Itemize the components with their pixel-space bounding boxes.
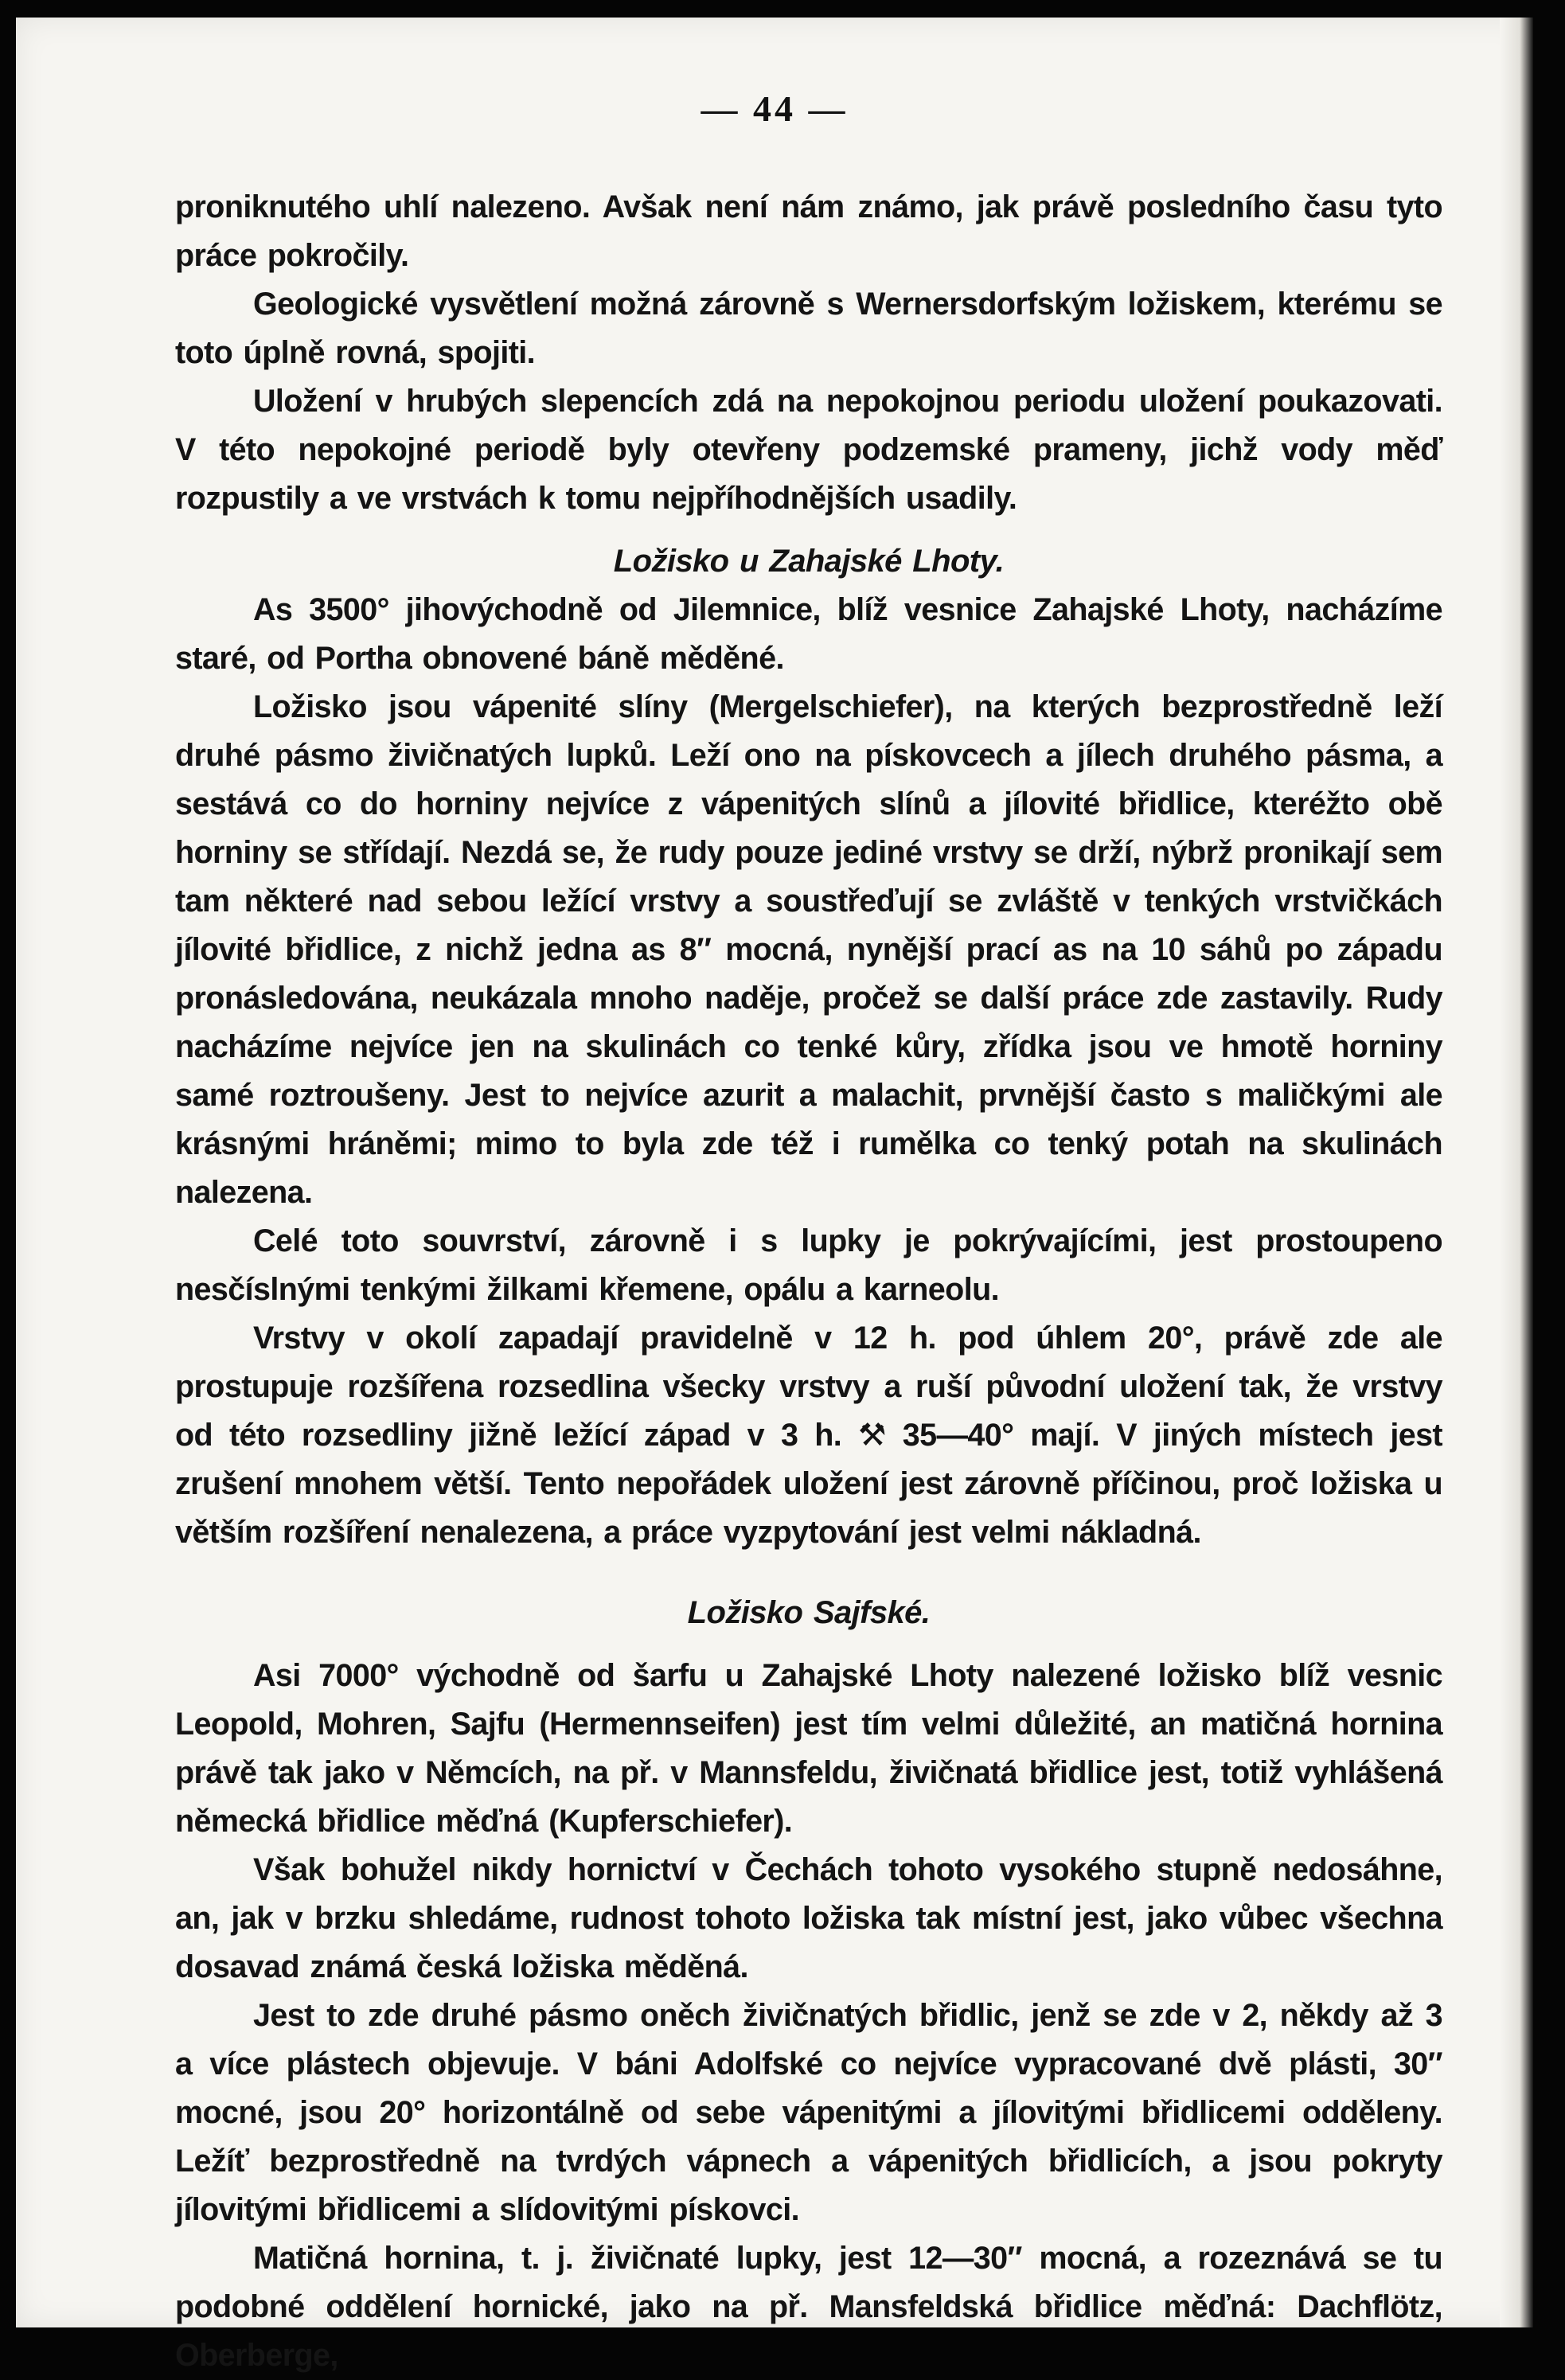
page-number: — 44 — — [701, 88, 849, 129]
paragraph: Však bohužel nikdy hornictví v Čechách tohoto vysokého stupně nedosáhne, an, jak v brzku shledáme, rudnost tohoto ložiska tak místní jest, jako vůbec všechna dosavad známá česká ložiska měděná. — [175, 1852, 1442, 1984]
paragraph: Asi 7000° východně od šarfu u Zahajské Lhoty nalezené ložisko blíž vesnic Leopold, Mohren, Sajfu (Hermennseifen) jest tím velmi důležité, an matičná hornina právě tak jako v Němcích, na př. v Mannsfeldu, živičnatá břidlice jest, totiž vyhlášená německá břidlice měďná (Kupferschiefer). — [175, 1658, 1442, 1839]
paragraph: proniknutého uhlí nalezeno. Avšak není nám známo, jak právě posledního času tyto práce pokročily. — [175, 189, 1442, 273]
section-heading: Ložisko u Zahajské Lhoty. — [613, 544, 1005, 579]
book-page — [16, 18, 1533, 2373]
section-heading: Ložisko Sajfské. — [687, 1595, 931, 1630]
paragraph: As 3500° jihovýchodně od Jilemnice, blíž vesnice Zahajské Lhoty, nacházíme staré, od Portha obnovené báně měděné. — [175, 592, 1442, 676]
body-text — [175, 183, 1442, 2380]
page-edge-shadow — [1500, 18, 1533, 2327]
paragraph: Jest to zde druhé pásmo oněch živičnatých břidlic, jenž se zde v 2, někdy až 3 a více plástech objevuje. V báni Adolfské co nejvíce vypracované dvě plásti, 30″ mocné, jsou 20° horizontálně od sebe vápenitými a jílovitými břidlicemi odděleny. Ležíť bezprostředně na tvrdých vápnech a vápenitých břidlicích, a jsou pokryty jílovitými břidlicemi a slídovitými pískovci. — [175, 1998, 1442, 2227]
paragraph: Matičná hornina, t. j. živičnaté lupky, jest 12—30″ mocná, a rozeznává se tu podobné oddělení hornické, jako na př. Mansfeldská břidlice měďná: Dachflötz, Oberberge, — [175, 2241, 1442, 2373]
paragraph: Vrstvy v okolí zapadají pravidelně v 12 h. pod úhlem 20°, právě zde ale prostupuje rozšířena rozsedlina všecky vrstvy a ruší původní uložení tak, že vrstvy od této rozsedliny jižně ležící západ v 3 h. ⚒ 35—40° mají. V jiných místech jest zrušení mnohem větší. Tento nepořádek uložení jest zárovně příčinou, proč ložiska u větším rozšíření nenalezena, a práce vyzpytování jest velmi nákladná. — [175, 1321, 1442, 1550]
paragraph: Geologické vysvětlení možná zárovně s Wernersdorfským ložiskem, kterému se toto úplně rovná, spojiti. — [175, 287, 1442, 370]
paragraph: Uložení v hrubých slepencích zdá na nepokojnou periodu uložení poukazovati. V této nepokojné periodě byly otevřeny podzemské prameny, jichž vody měď rozpustily a ve vrstvách k tomu nejpříhodnějších usadily. — [175, 384, 1442, 516]
paragraph: Celé toto souvrství, zárovně i s lupky je pokrývajícími, jest prostoupeno nesčíslnými tenkými žilkami křemene, opálu a karneolu. — [175, 1223, 1442, 1307]
paragraph: Ložisko jsou vápenité slíny (Mergelschiefer), na kterých bezprostředně leží druhé pásmo živičnatých lupků. Leží ono na pískovcech a jílech druhého pásma, a sestává co do horniny nejvíce z vápenitých slínů a jílovité břidlice, kteréžto obě horniny se střídají. Nezdá se, že rudy pouze jediné vrstvy se drží, nýbrž pronikají sem tam některé nad sebou ležící vrstvy a soustřeďují se zvláště v tenkých vrstvičkách jílovité břidlice, z nichž jedna as 8″ mocná, nynější prací as na 10 sáhů po západu pronásledována, neukázala mnoho naděje, pročež se další práce zde zastavily. Rudy nacházíme nejvíce jen na skulinách co tenké kůry, zřídka jsou ve hmotě horniny samé roztroušeny. Jest to nejvíce azurit a malachit, prvnější často s maličkými ale krásnými hráněmi; mimo to byla zde též i rumělka co tenký potah na skulinách nalezena. — [175, 689, 1442, 1210]
